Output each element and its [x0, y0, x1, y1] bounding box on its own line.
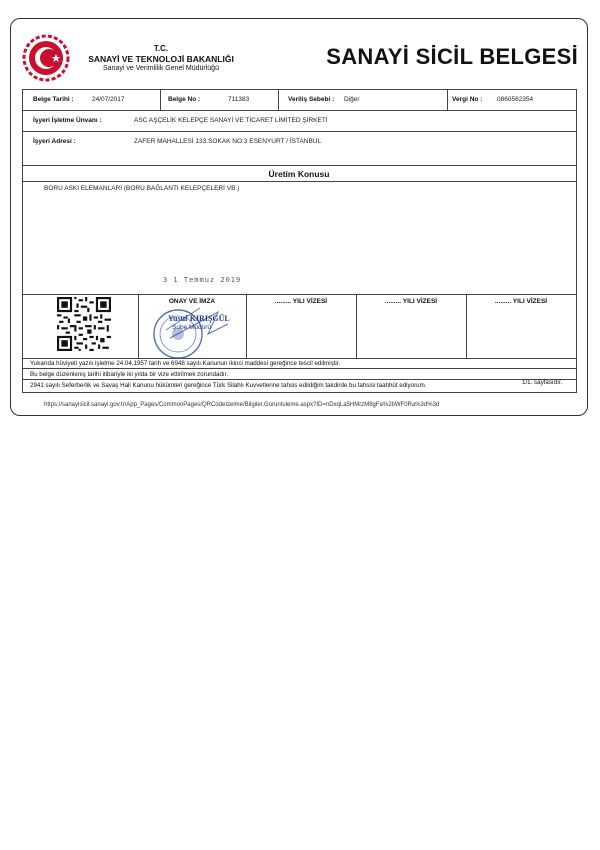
signer-name: Yusuf KIRIŞGÜL	[168, 314, 230, 323]
official-stamp	[148, 300, 244, 362]
uretim-konusu-value: BORU ASKI ELEMANLARI (BORU BAĞLANTI KELEPÇELERİ VB.)	[44, 185, 240, 192]
adres-value: ZAFER MAHALLESİ 133.SOKAK NO:3 ESENYURT / İSTANBUL	[134, 138, 322, 145]
ministry-name: SANAYİ VE TEKNOLOJİ BAKANLIĞI	[88, 54, 234, 64]
onay-label: ONAY VE İMZA	[168, 298, 216, 305]
belge-no-value: 711383	[228, 96, 250, 103]
belge-tarihi-label: Belge Tarihi :	[33, 96, 74, 103]
divider	[22, 294, 576, 295]
ministry-sub: Sanayi ve Verimlilik Genel Müdürlüğü	[103, 65, 219, 72]
divider	[22, 110, 576, 111]
date-stamp: 3 1 Temmuz 2019	[163, 276, 242, 284]
belge-tarihi-value: 24/07/2017	[92, 96, 125, 103]
page-count: 1/1. sayfasıdır.	[522, 379, 563, 386]
unvan-label: İşyeri İşletme Ünvanı :	[33, 117, 102, 124]
note-tescil: Yukarıda hüviyeti yazılı işletme 24.04.1957 tarih ve 6948 sayılı Kanunun ikinci maddesi gereğince tescil edilmiştir.	[30, 360, 341, 367]
divider	[22, 392, 576, 393]
divider	[22, 89, 23, 393]
divider	[576, 89, 577, 393]
ministry-block	[86, 44, 236, 73]
divider	[22, 358, 576, 359]
note-seferberlik: 2941 sayılı Seferberlik ve Savaş Hali Kanunu hükümleri gereğince Türk Silahlı Kuvvetlerine tahsis edildiğim takdirde bu tahsisi taahhüt ediyorum.	[30, 382, 427, 389]
vergi-no-label: Vergi No :	[452, 96, 483, 103]
verification-url[interactable]: https://sanayisicil.sanayi.gov.tr/App_Pages/CommonPages/QRCodeIzelme/Bilgiler.Goruntuleme.aspx?ID=nDxqLa5HMrzM8gFa%2bWF0Ra%3d%3d	[44, 402, 440, 408]
note-vize: Bu belge düzenleniş tarihi itibariyle iki yılda bir vize ettirilmek zorundadır.	[30, 371, 229, 378]
verilis-sebebi-value: Diğer	[344, 96, 360, 103]
signer-title: Şube Müdürü	[172, 324, 212, 331]
divider	[22, 89, 576, 90]
qr-code	[57, 297, 111, 351]
adres-label: İşyeri Adresi :	[33, 138, 76, 145]
divider	[22, 181, 576, 182]
vergi-no-value: 0860562354	[497, 96, 534, 103]
vize-2-label: ......... YILI VİZESİ	[384, 298, 438, 305]
ministry-tc: T.C.	[153, 44, 169, 53]
vize-1-label: ......... YILI VİZESİ	[274, 298, 328, 305]
divider	[22, 379, 576, 380]
uretim-konusu-title: Üretim Konusu	[268, 169, 330, 179]
document-title: SANAYİ SİCİL BELGESİ	[326, 44, 578, 69]
certificate-frame	[10, 18, 588, 416]
divider	[22, 165, 576, 166]
divider	[22, 368, 576, 369]
divider	[160, 89, 161, 110]
unvan-value: ASC AŞÇELİK KELEPÇE SANAYİ VE TİCARET LİMİTED ŞİRKETİ	[134, 117, 328, 124]
divider	[22, 131, 576, 132]
vize-3-label: ......... YILI VİZESİ	[494, 298, 548, 305]
divider	[278, 89, 279, 110]
ministry-logo	[22, 34, 70, 82]
divider	[447, 89, 448, 110]
verilis-sebebi-label: Veriliş Sebebi :	[288, 96, 335, 103]
belge-no-label: Belge No :	[168, 96, 201, 103]
